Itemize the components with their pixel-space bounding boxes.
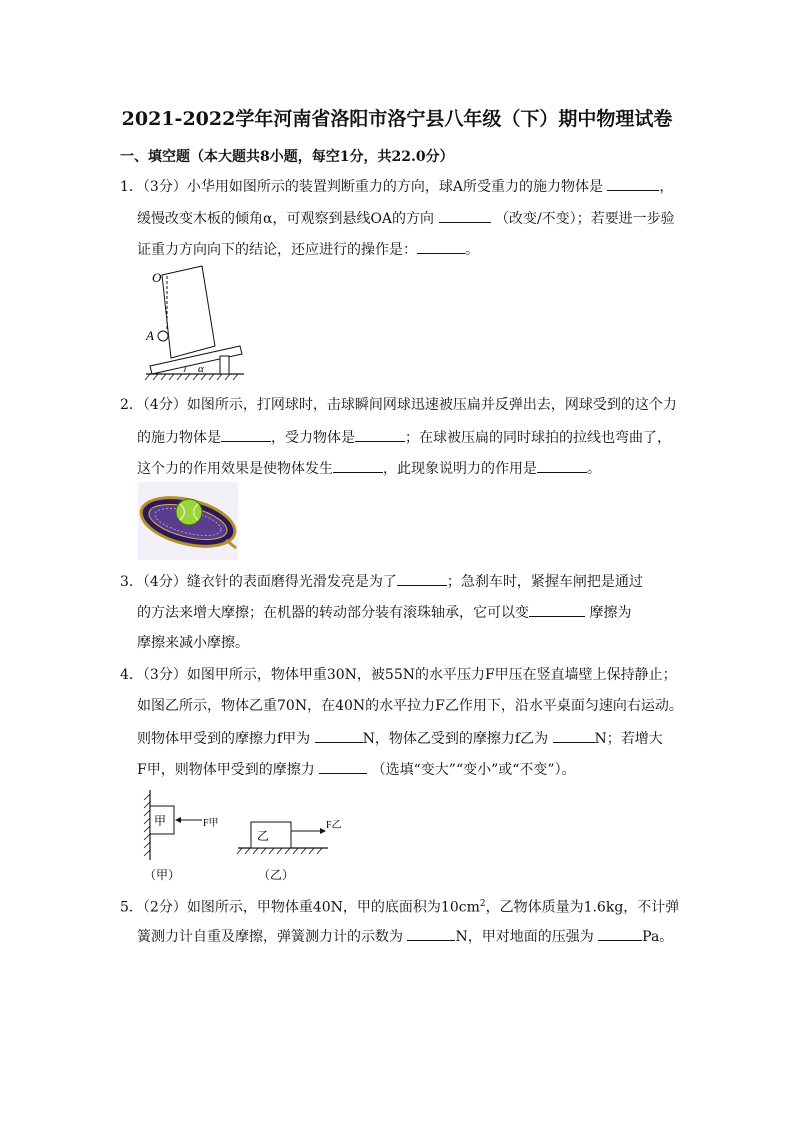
- q5-text: ，乙物体质量为1.6kg，不计弹: [485, 899, 680, 916]
- q2-answer-blank-2[interactable]: [355, 427, 405, 442]
- q4-answer-blank-3[interactable]: [319, 759, 367, 774]
- q3-line3: [137, 633, 249, 653]
- q2-line1: [120, 395, 677, 415]
- q1-number: 1．: [120, 179, 143, 195]
- q2-text: 这个力的作用效果是使物体发生: [137, 461, 333, 477]
- q5-answer-blank-1[interactable]: [407, 926, 455, 941]
- q5-text: 如图所示，甲物体重40N，甲的底面积为10cm: [186, 899, 480, 916]
- q1-text: 小华用如图所示的装置判断重力的方向，球A所受重力的施力物体是: [186, 179, 603, 195]
- q1-line1: [120, 176, 673, 197]
- q4-label-yi: 乙: [257, 829, 270, 843]
- q2-line2: [137, 427, 671, 448]
- q4-text: （选填“变大”“变小”或“不变”）。: [371, 762, 576, 778]
- q4-line1: [120, 665, 677, 685]
- q1-text: （改变/不变）；若要进一步验: [494, 211, 675, 227]
- q4-number: 4．: [120, 667, 143, 683]
- q1-text: 证重力方向向下的结论，还应进行的操作是：: [137, 242, 417, 258]
- q2-number: 2．: [120, 397, 143, 413]
- q4-label-f-jia: F甲: [203, 818, 219, 829]
- q4-label-jia: 甲: [154, 814, 167, 828]
- q3-text: 的方法来增大摩擦；在机器的转动部分装有滚珠轴承，它可以变: [137, 605, 529, 621]
- q2-answer-blank-1[interactable]: [221, 427, 271, 442]
- q3-line2: [137, 602, 631, 623]
- q2-text: ；在球被压扁的同时球拍的拉线也弯曲了，: [405, 430, 671, 446]
- q4-figure-friction: [140, 786, 350, 886]
- q2-answer-blank-3[interactable]: [333, 458, 383, 473]
- q1-label-alpha: α: [198, 363, 204, 375]
- q5-text: N，甲对地面的压强为: [455, 929, 594, 945]
- q3-score: （4分）: [142, 574, 187, 590]
- q4-answer-blank-2[interactable]: [553, 728, 595, 743]
- q1-answer-blank-2[interactable]: [439, 208, 491, 223]
- q4-caption-jia: （甲）: [144, 868, 181, 882]
- q3-text: 缝衣针的表面磨得光滑发亮是为了: [186, 574, 397, 590]
- q4-caption-yi: （乙）: [258, 868, 295, 882]
- q4-text: N；若增大: [594, 731, 663, 747]
- q1-line3: [137, 239, 479, 260]
- q4-text: N，物体乙受到的摩擦力f乙为: [362, 731, 549, 747]
- q1-answer-blank-1[interactable]: [607, 176, 659, 191]
- q3-number: 3．: [120, 574, 143, 590]
- q3-line1: [120, 571, 643, 592]
- q1-answer-blank-3[interactable]: [417, 239, 465, 254]
- q5-line2: [137, 926, 673, 947]
- q4-text: F甲，则物体甲受到的摩擦力: [137, 762, 315, 778]
- q1-label-o: O: [152, 270, 162, 285]
- q4-text: 则物体甲受到的摩擦力f甲为: [137, 731, 311, 747]
- q1-label-a: A: [146, 328, 154, 343]
- q5-number: 5．: [120, 899, 143, 916]
- q4-line3: [137, 728, 663, 749]
- q4-text: 如图甲所示，物体甲重30N，被55N的水平压力F甲压在竖直墙壁上保持静止；: [186, 667, 677, 683]
- q1-figure-incline: [140, 262, 250, 382]
- q2-score: （4分）: [142, 397, 187, 413]
- q1-score: （3分）: [142, 179, 187, 195]
- q3-answer-blank-2[interactable]: [529, 602, 585, 617]
- q5-score: （2分）: [142, 899, 187, 916]
- section-heading: 一、填空题（本大题共8小题，每空1分，共22.0分）: [120, 149, 454, 165]
- q5-text: 簧测力计自重及摩擦，弹簧测力计的示数为: [137, 929, 403, 945]
- exam-title: 2021-2022学年河南省洛阳市洛宁县八年级（下）期中物理试卷: [121, 108, 673, 130]
- q5-superscript: 2: [479, 899, 486, 909]
- q3-text: 摩擦为: [589, 605, 632, 621]
- q4-label-f-yi: F乙: [326, 820, 342, 831]
- q3-answer-blank-1[interactable]: [397, 571, 447, 586]
- q1-text: 缓慢改变木板的倾角α，可观察到悬线OA的方向: [137, 211, 435, 227]
- q2-figure-tennis: [138, 482, 238, 560]
- q2-line3: [137, 458, 601, 479]
- q2-text: ，受力物体是: [271, 430, 355, 446]
- q5-text: Pa。: [642, 929, 674, 945]
- q3-text: 摩擦来减小摩擦。: [137, 635, 249, 651]
- q2-text: 的施力物体是: [137, 430, 221, 446]
- q4-line4: [137, 759, 576, 780]
- q4-score: （3分）: [142, 667, 187, 683]
- q5-answer-blank-2[interactable]: [598, 926, 642, 941]
- q4-answer-blank-1[interactable]: [315, 728, 363, 743]
- q2-text: 。: [587, 461, 601, 477]
- q1-line2: [137, 208, 675, 229]
- q4-line2: [137, 696, 683, 716]
- q2-text: ，此现象说明力的作用是: [383, 461, 537, 477]
- q2-text: 如图所示，打网球时，击球瞬间网球迅速被压扁并反弹出去，网球受到的这个力: [186, 397, 677, 413]
- q5-line1: [120, 894, 679, 918]
- q3-text: ；急刹车时，紧握车闸把是通过: [446, 574, 643, 590]
- q1-text: ，: [659, 179, 674, 195]
- q2-answer-blank-4[interactable]: [537, 458, 587, 473]
- q1-text: 。: [465, 242, 479, 258]
- q4-text: 如图乙所示，物体乙重70N，在40N的水平拉力F乙作用下，沿水平桌面匀速向右运动。: [137, 698, 683, 714]
